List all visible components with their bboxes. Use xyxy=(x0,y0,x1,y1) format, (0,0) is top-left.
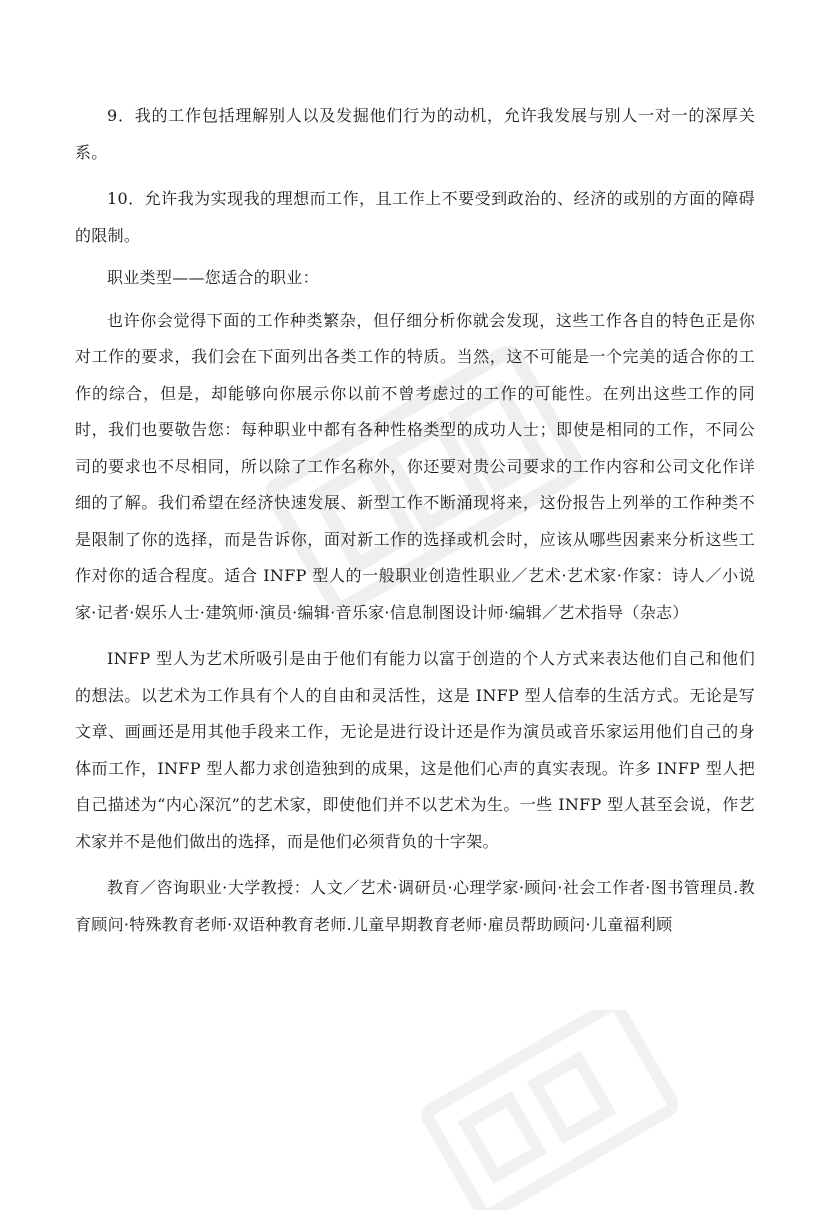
paragraph-infp-arts: INFP 型人为艺术所吸引是由于他们有能力以富于创造的个人方式来表达他们自己和他们的想法。以艺术为工作具有个人的自由和灵活性，这是 INFP 型人信奉的生活方式。无论是写文章、画画还是用其他手段来工作，无论是进行设计还是作为演员或音乐家运用他们自己的身体而工作，INFP 型人都力求创造独到的成果，这是他们心声的真实表现。许多 INFP 型人把自己描述为“内心深沉”的艺术家，即使他们并不以艺术为生。一些 INFP 型人甚至会说，作艺术家并不是他们做出的选择，而是他们必须背负的十字架。 xyxy=(75,649,755,851)
document-body xyxy=(75,98,755,943)
paragraph-career-intro: 也许你会觉得下面的工作种类繁杂，但仔细分析你就会发现，这些工作各自的特色正是你对工作的要求，我们会在下面列出各类工作的特质。当然，这不可能是一个完美的适合你的工作的综合，但是，却能够向你展示你以前不曾考虑过的工作的可能性。在列出这些工作的同时，我们也要敬告您：每种职业中都有各种性格类型的成功人士；即使是相同的工作，不同公司的要求也不尽相同，所以除了工作名称外，你还要对贵公司要求的工作内容和公司文化作详细的了解。我们希望在经济快速发展、新型工作不断涌现将来，这份报告上列举的工作种类不是限制了你的选择，而是告诉你，面对新工作的选择或机会时，应该从哪些因素来分析这些工作对你的适合程度。适合 INFP 型人的一般职业创造性职业／艺术·艺术家·作家：诗人／小说家·记者·娱乐人士·建筑师·演员·编辑·音乐家·信息制图设计师·编辑／艺术指导（杂志） xyxy=(75,310,755,622)
section-heading-career-types: 职业类型——您适合的职业： xyxy=(107,268,319,287)
paragraph-item-10: 10．允许我为实现我的理想而工作，且工作上不要受到政治的、经济的或别的方面的障碍的限制。 xyxy=(75,189,755,245)
watermark-logo-icon xyxy=(400,1010,700,1210)
paragraph-item-9: 9．我的工作包括理解别人以及发掘他们行为的动机，允许我发展与别人一对一的深厚关系。 xyxy=(75,106,755,162)
paragraph-education-careers: 教育／咨询职业·大学教授：人文／艺术·调研员·心理学家·顾问·社会工作者·图书管理员.教育顾问·特殊教育老师·双语种教育老师.儿童早期教育老师·雇员帮助顾问·儿童福利顾 xyxy=(75,878,755,934)
